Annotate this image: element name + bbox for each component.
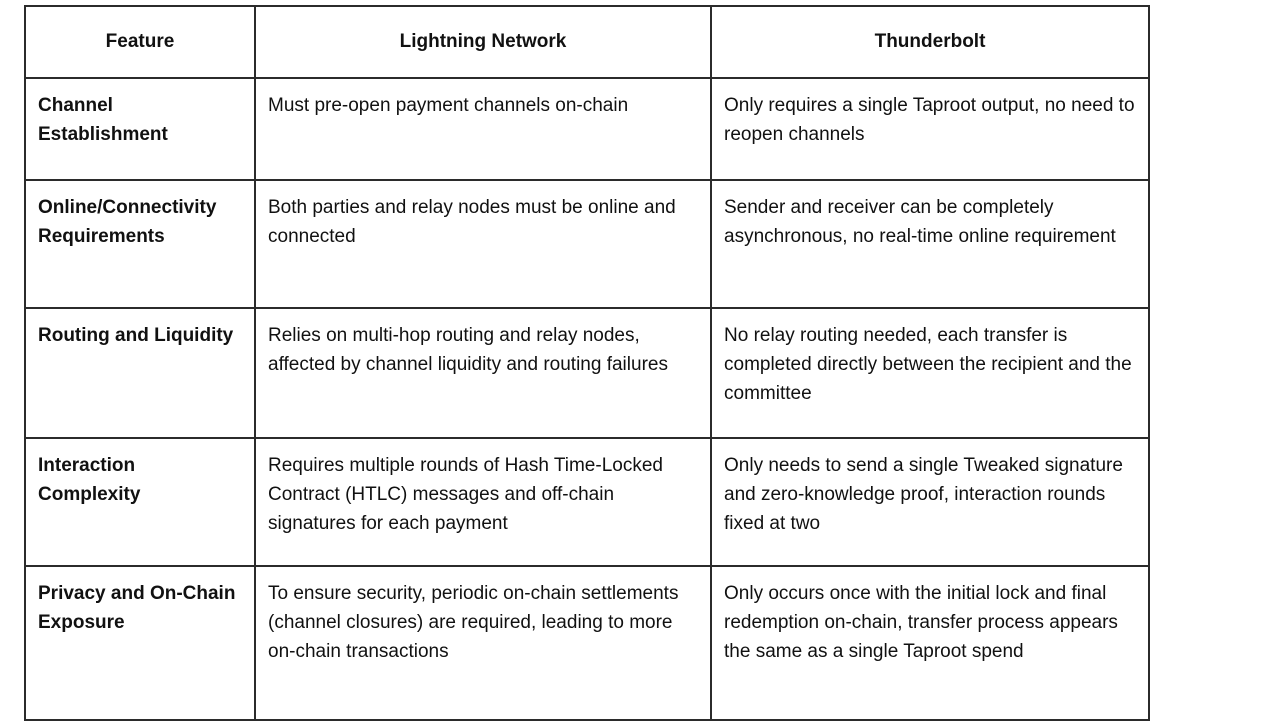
comparison-table-container <box>24 5 1148 721</box>
table-row <box>25 78 1149 180</box>
lightning-cell: Must pre-open payment channels on-chain <box>255 78 711 180</box>
header-lightning-network: Lightning Network <box>255 6 711 78</box>
table-row <box>25 438 1149 566</box>
feature-cell: Privacy and On-Chain Exposure <box>25 566 255 720</box>
lightning-cell: To ensure security, periodic on-chain settlements (channel closures) are required, leading to more on-chain transactions <box>255 566 711 720</box>
lightning-cell: Relies on multi-hop routing and relay nodes, affected by channel liquidity and routing failures <box>255 308 711 438</box>
feature-cell: Channel Establishment <box>25 78 255 180</box>
feature-cell: Routing and Liquidity <box>25 308 255 438</box>
lightning-cell: Requires multiple rounds of Hash Time-Locked Contract (HTLC) messages and off-chain signatures for each payment <box>255 438 711 566</box>
thunderbolt-cell: Only occurs once with the initial lock and final redemption on-chain, transfer process appears the same as a single Taproot spend <box>711 566 1149 720</box>
header-thunderbolt: Thunderbolt <box>711 6 1149 78</box>
header-feature: Feature <box>25 6 255 78</box>
lightning-cell: Both parties and relay nodes must be online and connected <box>255 180 711 308</box>
comparison-table <box>24 5 1150 721</box>
feature-cell: Interaction Complexity <box>25 438 255 566</box>
feature-cell: Online/Connectivity Requirements <box>25 180 255 308</box>
table-row <box>25 308 1149 438</box>
thunderbolt-cell: Sender and receiver can be completely asynchronous, no real-time online requirement <box>711 180 1149 308</box>
thunderbolt-cell: Only requires a single Taproot output, no need to reopen channels <box>711 78 1149 180</box>
thunderbolt-cell: Only needs to send a single Tweaked signature and zero-knowledge proof, interaction rounds fixed at two <box>711 438 1149 566</box>
table-header-row <box>25 6 1149 78</box>
thunderbolt-cell: No relay routing needed, each transfer is completed directly between the recipient and the committee <box>711 308 1149 438</box>
table-row <box>25 180 1149 308</box>
table-row <box>25 566 1149 720</box>
